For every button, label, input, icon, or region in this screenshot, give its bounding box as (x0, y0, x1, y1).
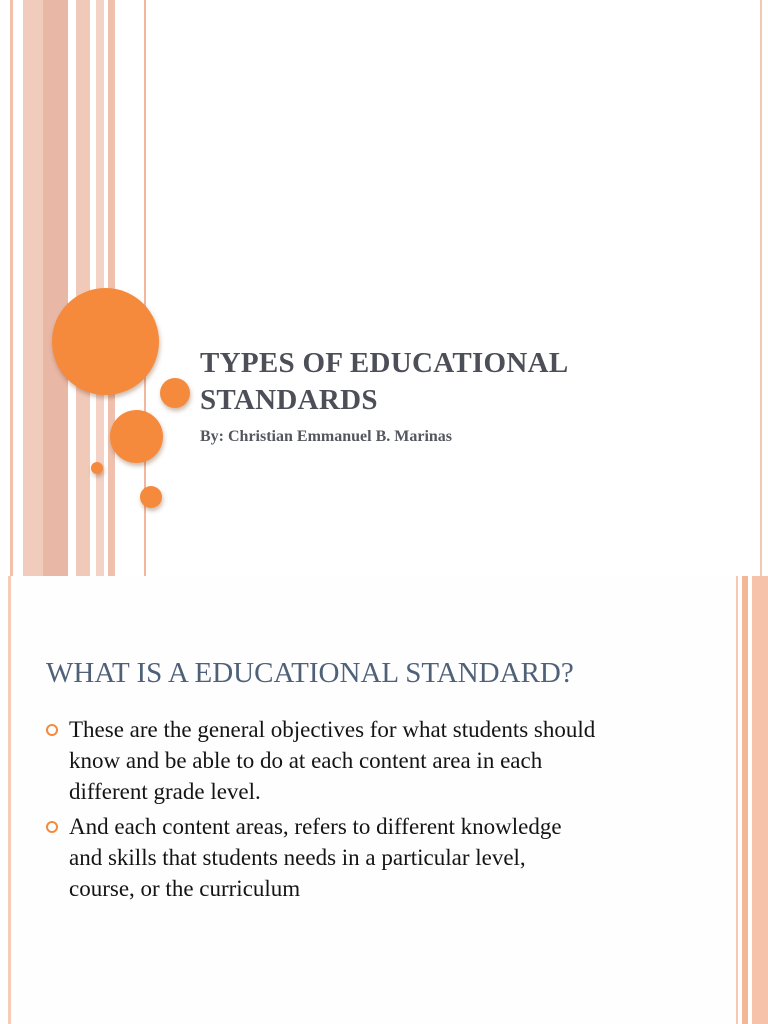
decorative-stripe (23, 0, 43, 576)
bullet-line: and skills that students needs in a particular level, (69, 845, 526, 870)
slide-heading: WHAT IS A EDUCATIONAL STANDARD? (46, 657, 574, 689)
bullet-list (46, 714, 686, 908)
bullet-line: different grade level. (69, 779, 261, 804)
decorative-stripe (10, 0, 13, 576)
decorative-stripe (752, 576, 768, 1024)
decorative-circle-small (140, 486, 162, 508)
bullet-item (46, 714, 686, 807)
slide-subtitle: By: Christian Emmanuel B. Marinas (200, 428, 453, 445)
bullet-line: And each content areas, refers to different knowledge (69, 814, 562, 839)
content-slide (0, 576, 768, 1024)
bullet-line: course, or the curriculum (69, 876, 301, 901)
hollow-circle-bullet-icon (46, 724, 58, 736)
decorative-stripe (43, 0, 68, 576)
bullet-item (46, 811, 686, 904)
decorative-stripe (76, 0, 90, 576)
hollow-circle-bullet-icon (46, 821, 58, 833)
decorative-circle-small (160, 378, 190, 408)
slide-title-line: TYPES OF EDUCATIONAL (200, 347, 569, 379)
decorative-stripe (742, 576, 748, 1024)
bullet-line: know and be able to do at each content area in each (69, 748, 543, 773)
decorative-stripe (736, 576, 738, 1024)
slide-title-line: STANDARDS (200, 384, 378, 416)
decorative-circle-medium (110, 410, 163, 463)
bullet-line: These are the general objectives for what students should (69, 717, 596, 742)
decorative-circle-large (52, 288, 159, 395)
slide-title (200, 345, 680, 419)
decorative-stripe (760, 0, 762, 576)
decorative-stripe (8, 576, 11, 1024)
decorative-circle-tiny (91, 462, 103, 474)
